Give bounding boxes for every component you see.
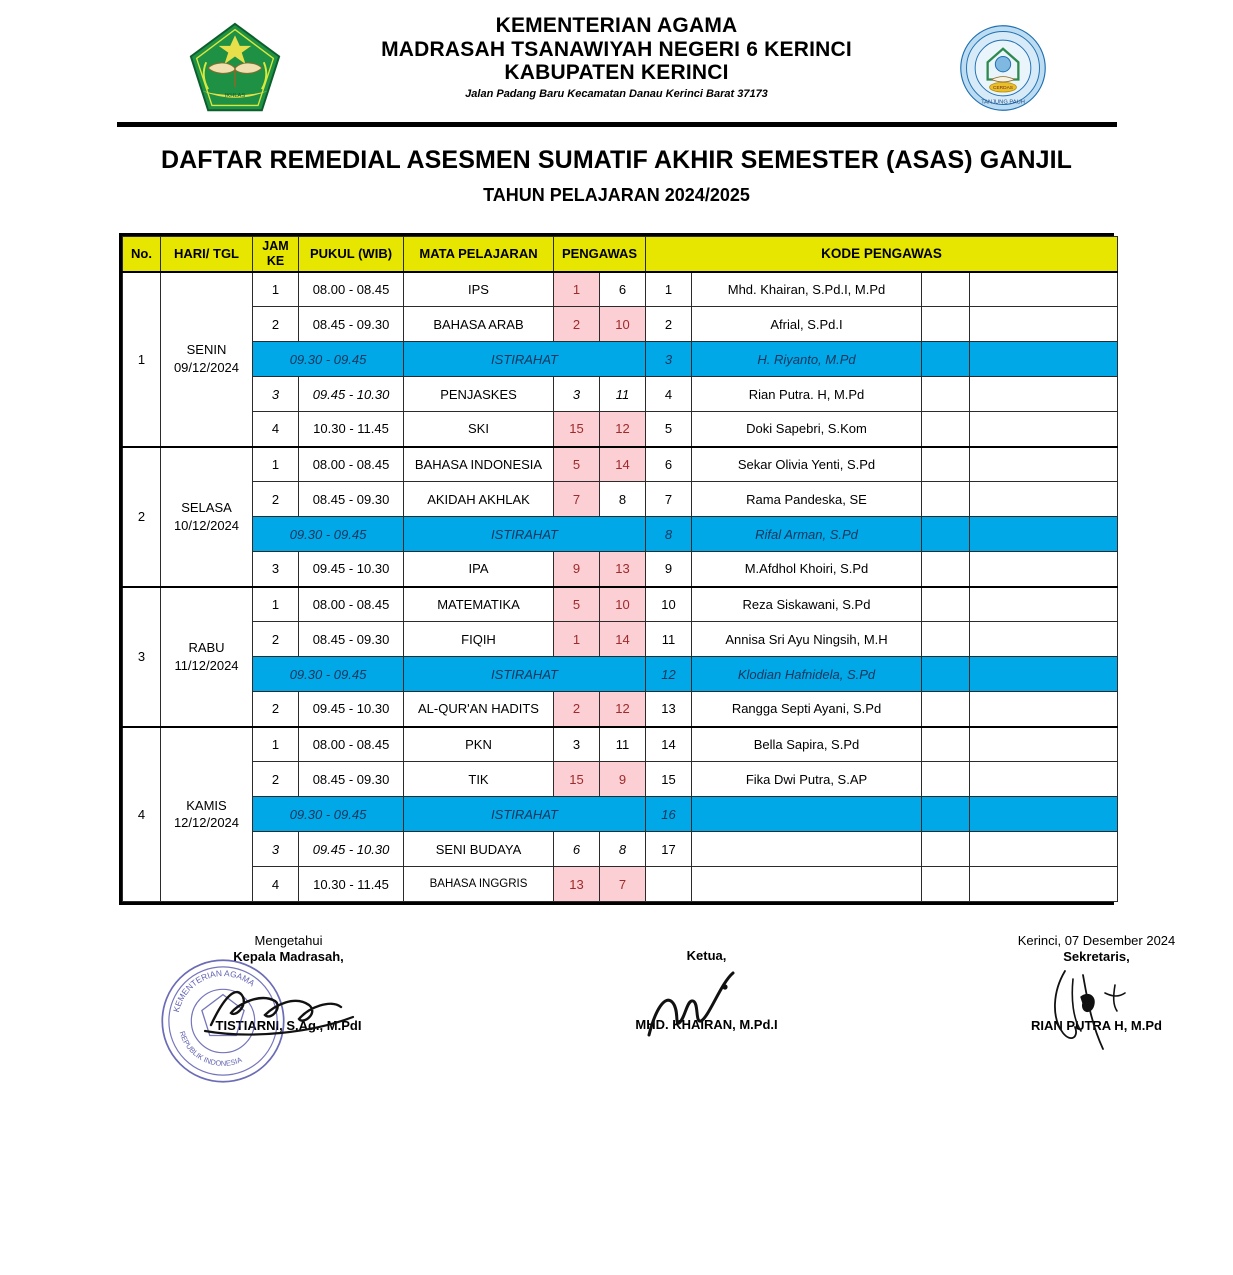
kode-pengawas-blank-2 [970, 447, 1118, 482]
pengawas-2: 11 [600, 377, 646, 412]
pengawas-1: 5 [554, 447, 600, 482]
table-row [123, 727, 1118, 762]
pukul: 09.45 - 10.30 [299, 832, 404, 867]
mata-pelajaran: IPS [404, 272, 554, 307]
jam-ke: 2 [253, 692, 299, 727]
kode-pengawas-no: 1 [646, 272, 692, 307]
th-jam-line1: JAM [262, 239, 289, 254]
table-row [123, 447, 1118, 482]
kode-pengawas-blank-1 [922, 622, 970, 657]
th-no: No. [123, 237, 161, 272]
kode-pengawas-blank-2 [970, 272, 1118, 307]
kode-pengawas-name: Rama Pandeska, SE [692, 482, 922, 517]
kode-pengawas-blank-1 [922, 552, 970, 587]
kode-pengawas-blank-2 [970, 587, 1118, 622]
kode-pengawas-name [692, 832, 922, 867]
pengawas-1: 15 [554, 762, 600, 797]
kode-pengawas-blank-2 [970, 832, 1118, 867]
day-date: 12/12/2024 [173, 815, 240, 831]
table-body [123, 272, 1118, 902]
kode-pengawas-no: 17 [646, 832, 692, 867]
schedule-table-container [119, 233, 1114, 905]
break-label: ISTIRAHAT [404, 517, 646, 552]
jam-ke: 1 [253, 587, 299, 622]
school-address: Jalan Padang Baru Kecamatan Danau Kerinci Barat 37173 [465, 87, 768, 100]
break-time: 09.30 - 09.45 [253, 342, 404, 377]
kemenag-logo [187, 20, 283, 116]
jam-ke: 4 [253, 867, 299, 902]
pengawas-2: 7 [600, 867, 646, 902]
kode-pengawas-blank-2 [970, 377, 1118, 412]
day-name-date [161, 272, 253, 447]
table-row [123, 377, 1118, 412]
kode-pengawas-blank-1 [922, 447, 970, 482]
ministry-name: KEMENTERIAN AGAMA [495, 14, 738, 37]
mata-pelajaran: BAHASA INGGRIS [404, 867, 554, 902]
mata-pelajaran: PKN [404, 727, 554, 762]
table-row [123, 797, 1118, 832]
pukul: 09.45 - 10.30 [299, 552, 404, 587]
jam-ke: 3 [253, 377, 299, 412]
pengawas-2: 14 [600, 447, 646, 482]
mata-pelajaran: SENI BUDAYA [404, 832, 554, 867]
kode-pengawas-name: Doki Sapebri, S.Kom [692, 412, 922, 447]
table-row [123, 412, 1118, 447]
jam-ke: 2 [253, 622, 299, 657]
mata-pelajaran: BAHASA INDONESIA [404, 447, 554, 482]
kode-pengawas-blank-2 [970, 342, 1118, 377]
letterhead [117, 0, 1117, 118]
kode-pengawas-blank-1 [922, 587, 970, 622]
jam-ke: 3 [253, 552, 299, 587]
pengawas-2: 14 [600, 622, 646, 657]
kode-pengawas-blank-2 [970, 517, 1118, 552]
kode-pengawas-name: Klodian Hafnidela, S.Pd [692, 657, 922, 692]
kode-pengawas-blank-1 [922, 832, 970, 867]
kode-pengawas-name [692, 867, 922, 902]
pengawas-1: 1 [554, 272, 600, 307]
signature-section [117, 923, 1176, 1083]
day-name-date [161, 447, 253, 587]
pengawas-1: 9 [554, 552, 600, 587]
mata-pelajaran: FIQIH [404, 622, 554, 657]
th-hari-tgl: HARI/ TGL [161, 237, 253, 272]
svg-text:REPUBLIK INDONESIA: REPUBLIK INDONESIA [177, 1030, 243, 1068]
pengawas-1: 1 [554, 622, 600, 657]
handwritten-signature-kepala [191, 973, 381, 1045]
pengawas-2: 12 [600, 412, 646, 447]
kode-pengawas-name: Rian Putra. H, M.Pd [692, 377, 922, 412]
day-date: 09/12/2024 [173, 360, 240, 375]
mata-pelajaran: IPA [404, 552, 554, 587]
th-pengawas: PENGAWAS [554, 237, 646, 272]
th-jam-ke [253, 237, 299, 272]
pengawas-1: 3 [554, 377, 600, 412]
break-time: 09.30 - 09.45 [253, 657, 404, 692]
kode-pengawas-blank-1 [922, 412, 970, 447]
kode-pengawas-blank-2 [970, 307, 1118, 342]
table-row [123, 692, 1118, 727]
mata-pelajaran: PENJASKES [404, 377, 554, 412]
signature-role-sekretaris: Sekretaris, [1063, 949, 1130, 964]
table-row [123, 517, 1118, 552]
pengawas-2: 13 [600, 552, 646, 587]
kode-pengawas-name: Bella Sapira, S.Pd [692, 727, 922, 762]
day-number: 4 [123, 727, 161, 902]
handwritten-signature-sekretaris [1029, 957, 1169, 1053]
svg-text:CERDAS: CERDAS [992, 86, 1013, 92]
pengawas-1: 13 [554, 867, 600, 902]
kode-pengawas-name: Sekar Olivia Yenti, S.Pd [692, 447, 922, 482]
kode-pengawas-blank-2 [970, 727, 1118, 762]
pengawas-2: 10 [600, 307, 646, 342]
kode-pengawas-name: Mhd. Khairan, S.Pd.I, M.Pd [692, 272, 922, 307]
pukul: 09.45 - 10.30 [299, 692, 404, 727]
letterhead-divider [117, 122, 1117, 127]
pukul: 10.30 - 11.45 [299, 412, 404, 447]
signature-name-ketua: MHD. KHAIRAN, M.Pd.I [635, 1017, 778, 1032]
kode-pengawas-no [646, 867, 692, 902]
table-header [123, 237, 1118, 272]
day-number: 2 [123, 447, 161, 587]
document-title-block [0, 146, 1233, 206]
kode-pengawas-blank-1 [922, 342, 970, 377]
mata-pelajaran: AL-QUR'AN HADITS [404, 692, 554, 727]
pukul: 08.00 - 08.45 [299, 272, 404, 307]
regency-name: KABUPATEN KERINCI [504, 61, 729, 85]
day-number: 3 [123, 587, 161, 727]
pukul: 08.45 - 09.30 [299, 622, 404, 657]
jam-ke: 3 [253, 832, 299, 867]
pengawas-2: 6 [600, 272, 646, 307]
pengawas-1: 2 [554, 307, 600, 342]
kode-pengawas-name: Reza Siskawani, S.Pd [692, 587, 922, 622]
kode-pengawas-blank-1 [922, 762, 970, 797]
document-subtitle: TAHUN PELAJARAN 2024/2025 [483, 185, 750, 205]
break-time: 09.30 - 09.45 [253, 517, 404, 552]
th-pukul: PUKUL (WIB) [299, 237, 404, 272]
kode-pengawas-blank-2 [970, 482, 1118, 517]
kode-pengawas-blank-2 [970, 692, 1118, 727]
kode-pengawas-no: 2 [646, 307, 692, 342]
day-label: KAMIS [186, 797, 227, 813]
kode-pengawas-name: H. Riyanto, M.Pd [692, 342, 922, 377]
pengawas-2: 12 [600, 692, 646, 727]
signature-role-kepala: Kepala Madrasah, [233, 949, 344, 964]
signature-role-ketua: Ketua, [686, 948, 727, 963]
th-jam-line2: KE [266, 253, 285, 268]
table-row [123, 482, 1118, 517]
signature-name-sekretaris: RIAN PUTRA H, M.Pd [1031, 1018, 1162, 1033]
day-date: 11/12/2024 [174, 657, 239, 673]
pengawas-2: 9 [600, 762, 646, 797]
svg-text:TANJUNG PAUH: TANJUNG PAUH [980, 99, 1025, 106]
kode-pengawas-no: 4 [646, 377, 692, 412]
mata-pelajaran: SKI [404, 412, 554, 447]
svg-text:KEMENTERIAN AGAMA: KEMENTERIAN AGAMA [170, 968, 257, 1014]
pukul: 08.00 - 08.45 [299, 447, 404, 482]
day-name-date [161, 587, 253, 727]
kode-pengawas-name: Afrial, S.Pd.I [692, 307, 922, 342]
jam-ke: 2 [253, 762, 299, 797]
jam-ke: 2 [253, 307, 299, 342]
table-row [123, 762, 1118, 797]
mata-pelajaran: MATEMATIKA [404, 587, 554, 622]
kode-pengawas-no: 16 [646, 797, 692, 832]
pukul: 08.45 - 09.30 [299, 762, 404, 797]
kode-pengawas-blank-1 [922, 272, 970, 307]
kode-pengawas-name: Annisa Sri Ayu Ningsih, M.H [692, 622, 922, 657]
pengawas-2: 10 [600, 587, 646, 622]
table-row [123, 272, 1118, 307]
kode-pengawas-blank-2 [970, 622, 1118, 657]
signature-block-sekretaris [947, 933, 1233, 1033]
kode-pengawas-blank-1 [922, 307, 970, 342]
jam-ke: 1 [253, 727, 299, 762]
pengawas-1: 2 [554, 692, 600, 727]
break-label: ISTIRAHAT [404, 797, 646, 832]
signature-knowing-label: Mengetahui [254, 933, 323, 948]
table-row [123, 622, 1118, 657]
pukul: 10.30 - 11.45 [299, 867, 404, 902]
kode-pengawas-name [692, 797, 922, 832]
kode-pengawas-name: Fika Dwi Putra, S.AP [692, 762, 922, 797]
break-time: 09.30 - 09.45 [253, 797, 404, 832]
jam-ke: 4 [253, 412, 299, 447]
day-label: SENIN [186, 342, 227, 358]
break-label: ISTIRAHAT [404, 657, 646, 692]
kode-pengawas-no: 14 [646, 727, 692, 762]
table-row [123, 657, 1118, 692]
kode-pengawas-blank-1 [922, 727, 970, 762]
pukul: 08.45 - 09.30 [299, 307, 404, 342]
day-label: SELASA [181, 499, 232, 515]
mata-pelajaran: AKIDAH AKHLAK [404, 482, 554, 517]
pengawas-1: 6 [554, 832, 600, 867]
kode-pengawas-no: 5 [646, 412, 692, 447]
kode-pengawas-blank-1 [922, 797, 970, 832]
table-row [123, 832, 1118, 867]
kode-pengawas-no: 7 [646, 482, 692, 517]
kode-pengawas-no: 3 [646, 342, 692, 377]
day-name-date [161, 727, 253, 902]
pengawas-2: 8 [600, 832, 646, 867]
kode-pengawas-blank-1 [922, 692, 970, 727]
kode-pengawas-blank-2 [970, 412, 1118, 447]
document-title: DAFTAR REMEDIAL ASESMEN SUMATIF AKHIR SEMESTER (ASAS) GANJIL [160, 146, 1073, 174]
kode-pengawas-name: Rifal Arman, S.Pd [692, 517, 922, 552]
pengawas-1: 15 [554, 412, 600, 447]
schedule-table [122, 236, 1118, 902]
pengawas-1: 7 [554, 482, 600, 517]
pukul: 08.00 - 08.45 [299, 587, 404, 622]
pukul: 09.45 - 10.30 [299, 377, 404, 412]
signature-block-kepala-madrasah [139, 933, 439, 1068]
kode-pengawas-blank-2 [970, 552, 1118, 587]
th-mata-pelajaran: MATA PELAJARAN [404, 237, 554, 272]
kode-pengawas-no: 11 [646, 622, 692, 657]
day-number: 1 [123, 272, 161, 447]
jam-ke: 2 [253, 482, 299, 517]
pengawas-1: 5 [554, 587, 600, 622]
signature-block-ketua [557, 947, 857, 1032]
pengawas-2: 8 [600, 482, 646, 517]
jam-ke: 1 [253, 272, 299, 307]
kode-pengawas-blank-2 [970, 867, 1118, 902]
kode-pengawas-no: 8 [646, 517, 692, 552]
kode-pengawas-no: 12 [646, 657, 692, 692]
th-kode-pengawas: KODE PENGAWAS [646, 237, 1118, 272]
signature-place-date: Kerinci, 07 Desember 2024 [1017, 933, 1176, 948]
kode-pengawas-no: 6 [646, 447, 692, 482]
pengawas-2: 11 [600, 727, 646, 762]
svg-text:IKHLAS: IKHLAS [224, 92, 245, 99]
mtsn6-kerinci-logo [955, 20, 1051, 116]
kode-pengawas-blank-1 [922, 657, 970, 692]
kode-pengawas-blank-1 [922, 377, 970, 412]
pukul: 08.00 - 08.45 [299, 727, 404, 762]
table-row [123, 307, 1118, 342]
day-label: RABU [188, 639, 225, 655]
mata-pelajaran: TIK [404, 762, 554, 797]
table-row [123, 587, 1118, 622]
table-row [123, 867, 1118, 902]
kode-pengawas-blank-2 [970, 762, 1118, 797]
kode-pengawas-no: 15 [646, 762, 692, 797]
day-date: 10/12/2024 [173, 517, 240, 533]
signature-name-kepala: TISTIARNI, S.Ag., M.PdI [215, 1018, 362, 1033]
pukul: 08.45 - 09.30 [299, 482, 404, 517]
school-name: MADRASAH TSANAWIYAH NEGERI 6 KERINCI [381, 37, 852, 61]
kode-pengawas-no: 10 [646, 587, 692, 622]
kode-pengawas-blank-2 [970, 657, 1118, 692]
kode-pengawas-no: 9 [646, 552, 692, 587]
kode-pengawas-blank-1 [922, 867, 970, 902]
kode-pengawas-name: M.Afdhol Khoiri, S.Pd [692, 552, 922, 587]
pengawas-1: 3 [554, 727, 600, 762]
kode-pengawas-name: Rangga Septi Ayani, S.Pd [692, 692, 922, 727]
mata-pelajaran: BAHASA ARAB [404, 307, 554, 342]
kode-pengawas-blank-1 [922, 517, 970, 552]
table-row [123, 342, 1118, 377]
jam-ke: 1 [253, 447, 299, 482]
kode-pengawas-blank-2 [970, 797, 1118, 832]
table-row [123, 552, 1118, 587]
break-label: ISTIRAHAT [404, 342, 646, 377]
kode-pengawas-no: 13 [646, 692, 692, 727]
kode-pengawas-blank-1 [922, 482, 970, 517]
